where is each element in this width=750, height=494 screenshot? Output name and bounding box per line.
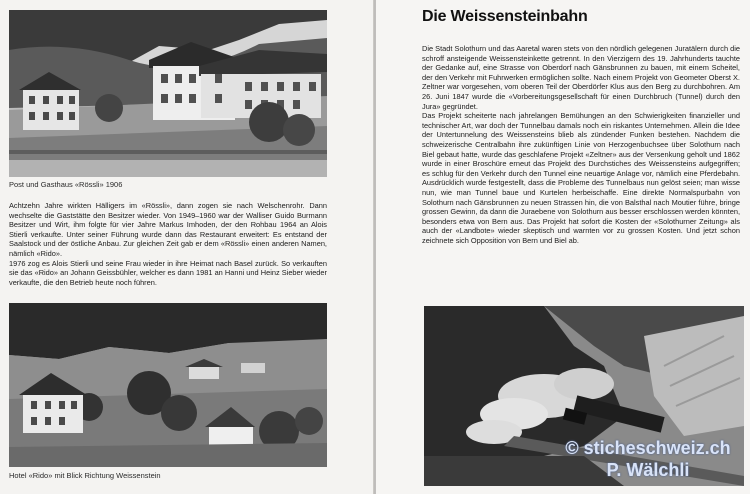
- right-paragraph-1: Die Stadt Solothurn und das Aaretal waren stets von den nördlich gelegenen Juratälern durch die schroff ansteigende Weissensteinkette getrennt. In den Vierzigern des 19. Jahrhunderts tauchte der Gedanke auf, eine Strasse von Oberdorf nach Gänsbrunnen zu bauen, mit einem Scheitel, der den Verkehr mit Fuhrwerken ermöglichen sollte. Nach einem Projekt von Geometer Oberst X. Zeltner war vorgesehen, vom oberen Teil der Oberdörfer Klus aus den Berg zu durchbohren. Am 26. Juni 1847 wurde die «Vorbereitungsgesellschaft für einen Durchbruch (Tunnel) durch den Jura» gegründet.: [422, 44, 740, 111]
- watermark: [548, 437, 748, 481]
- right-body-text: [422, 44, 740, 294]
- chapter-title: Die Weissensteinbahn: [422, 8, 588, 25]
- left-body-text: [9, 201, 327, 301]
- photo-hotel-rido: [9, 303, 327, 467]
- left-paragraph-2: 1976 zog es Alois Stierli und seine Frau wieder in ihre Heimat nach Basel zurück. So verkauften sie das «Rido» an Johann Geissbühler, welcher es dann 1981 an Hanni und Heinz Sieber wieder verkaufte, die den Betrieb heute noch führen.: [9, 258, 327, 287]
- right-paragraph-2: Das Projekt scheiterte nach jahrelangen Bemühungen an den Schwierigkeiten finanzieller und technischer Art, war doch der Tunnelbau damals noch ein riskantes Unternehmen. Allein die Idee der Untertunnelung des Weissensteins blieb als zündender Funken bestehen. Nachdem die schweizerische Centralbahn ihre zukünftigen Linie von Herzogenbuchsee über Solothurn nach Biel gebaut hatte, wurde das geschlafene Projekt «Zeltner» aus der Versenkung geholt und 1862 wurde in einer Broschüre erneut das Projekt des Durchstiches des Weissensteins aufgegriffen; es schlug für den Verkehr durch den Tunnel eine neuartige Anlage vor, nämlich eine Pferdebahn. Ausdrücklich wurde festgestellt, dass die Probleme des Tunnelbaus nun gelöst seien; man wisse nun, wie man Tunnel baue und Kurtelen herbeischaffe. Eine direkte Normalspurbahn von Solothurn nach Gänsbrunnen zu neuen Strassen hin, die von Balsthal nach Moutier führe, bringe grossen Gewinn, da dann die Juraebene von Solothurn aus besser erschlossen werden könnten, besonders etwa von Bern aus. Das Projekt hat sofort die Kosten der «Solothurner Zeitung» als auch der «Landbote» wieder skeptisch und warnten vor zu grossen Kosten. Und jetzt schon zeichnete sich Opposition von Bern und Biel ab.: [422, 111, 740, 245]
- watermark-line-2: P. Wälchli: [606, 460, 690, 480]
- photo2-caption: Hotel «Rido» mit Blick Richtung Weissenstein: [9, 471, 161, 480]
- photo-post-gasthaus-roessli: [9, 10, 327, 177]
- watermark-line-1: © sticheschweiz.ch: [565, 438, 731, 458]
- photo1-caption: Post und Gasthaus «Rössli» 1906: [9, 180, 123, 189]
- left-paragraph-1: Achtzehn Jahre wirkten Hälligers im «Rössli», dann zogen sie nach Welschenrohr. Dann wechselte die Gaststätte den Besitzer wieder. Von 1949–1960 war der Walliser Guido Burmann Besitzer und Wirt, ihm folgte für vier Jahre Markus Imhoden, der den Rohbau 1964 an Alois Stierli verkaufte. Unter seiner Führung wurde dann das Restaurant erweitert: Es entstand der Saalstock und der östliche Anbau. Zur gleichen Zeit gab er dem «Rössli» einen anderen Namen, nämlich «Rido».: [9, 201, 327, 258]
- left-page: [0, 0, 374, 494]
